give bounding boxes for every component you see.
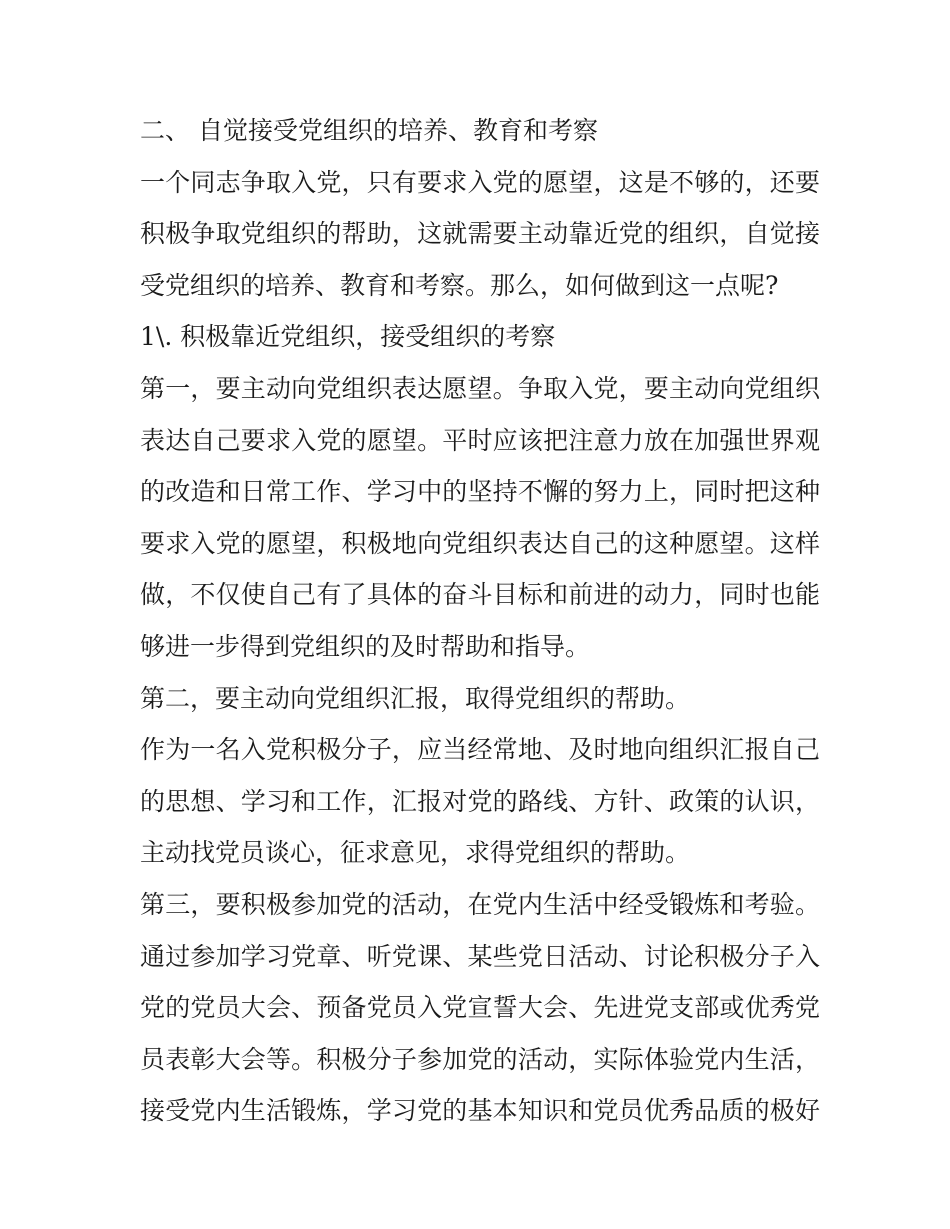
body-line: 主动找党员谈心，征求意见，求得党组织的帮助。: [140, 838, 691, 868]
body-line: 第二，要主动向党组织汇报，取得党组织的帮助。: [140, 683, 691, 713]
body-line: 接受党内生活锻炼，学习党的基本知识和党员优秀品质的极好: [140, 1096, 820, 1126]
section-heading: 二、 自觉接受党组织的培养、教育和考察: [140, 116, 598, 145]
body-line: 做，不仅使自己有了具体的奋斗目标和前进的动力，同时也能: [140, 580, 820, 610]
body-line: 一个同志争取入党，只有要求入党的愿望，这是不够的，还要: [140, 167, 820, 197]
body-line: 党的党员大会、预备党员入党宣誓大会、先进党支部或优秀党: [140, 993, 820, 1023]
body-line: 积极争取党组织的帮助，这就需要主动靠近党的组织，自觉接: [140, 219, 820, 249]
body-line: 员表彰大会等。积极分子参加党的活动，实际体验党内生活，: [140, 1044, 820, 1074]
document-body: [140, 109, 820, 1141]
body-line: 表达自己要求入党的愿望。平时应该把注意力放在加强世界观: [140, 425, 820, 455]
body-line: 通过参加学习党章、听党课、某些党日活动、讨论积极分子入: [140, 941, 820, 971]
body-line: 受党组织的培养、教育和考察。那么，如何做到这一点呢?: [140, 270, 779, 300]
subsection-heading: 1\. 积极靠近党组织，接受组织的考察: [140, 322, 556, 352]
body-line: 第一，要主动向党组织表达愿望。争取入党，要主动向党组织: [140, 373, 820, 403]
body-line: 的思想、学习和工作，汇报对党的路线、方针、政策的认识，: [140, 786, 820, 816]
body-line: 够进一步得到党组织的及时帮助和指导。: [140, 631, 591, 661]
body-line: 的改造和日常工作、学习中的坚持不懈的努力上，同时把这种: [140, 477, 820, 507]
body-line: 要求入党的愿望，积极地向党组织表达自己的这种愿望。这样: [140, 528, 820, 558]
body-line: 第三，要积极参加党的活动，在党内生活中经受锻炼和考验。: [140, 889, 820, 919]
body-line: 作为一名入党积极分子，应当经常地、及时地向组织汇报自己: [140, 735, 820, 765]
